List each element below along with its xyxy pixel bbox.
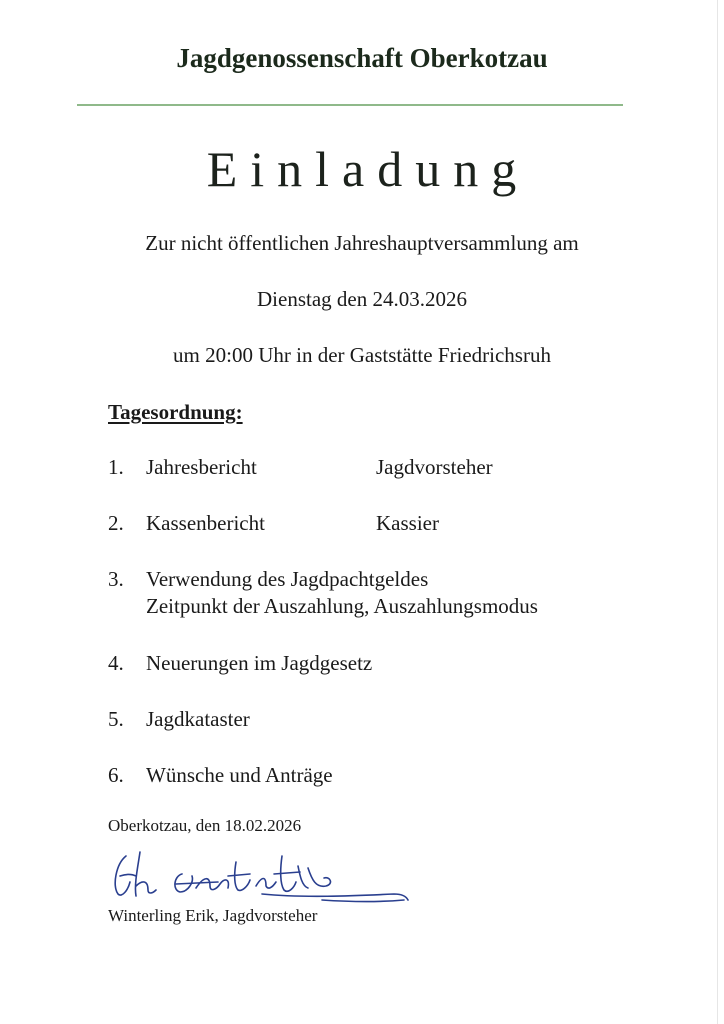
meeting-time-place: um 20:00 Uhr in der Gaststätte Friedrichsruh xyxy=(173,343,551,367)
meeting-date: Dienstag den 24.03.2026 xyxy=(257,287,467,311)
agenda-item-text: Kassenbericht xyxy=(146,511,265,535)
agenda-item-number: 3. xyxy=(108,567,124,591)
agenda-item-number: 1. xyxy=(108,455,124,479)
agenda-item-responsible: Kassier xyxy=(376,511,439,535)
agenda-item-text: Jahresbericht xyxy=(146,455,257,479)
place-and-date: Oberkotzau, den 18.02.2026 xyxy=(108,816,302,835)
signature-icon xyxy=(112,846,412,910)
agenda-item-number: 5. xyxy=(108,707,124,731)
agenda-heading: Tagesordnung: xyxy=(108,400,243,424)
agenda-item-number: 4. xyxy=(108,651,124,675)
organization-name: Jagdgenossenschaft Oberkotzau xyxy=(176,43,548,73)
agenda-item-text: Neuerungen im Jagdgesetz xyxy=(146,651,373,675)
agenda-item-number: 6. xyxy=(108,763,124,787)
header-divider xyxy=(77,104,623,106)
agenda-item-text: Wünsche und Anträge xyxy=(146,763,333,787)
agenda-item-responsible: Jagdvorsteher xyxy=(376,455,493,479)
agenda-item-text: Verwendung des Jagdpachtgeldes xyxy=(146,567,429,591)
signer-name: Winterling Erik, Jagdvorsteher xyxy=(108,906,318,925)
document-title: Einladung xyxy=(206,141,530,197)
agenda-item-number: 2. xyxy=(108,511,124,535)
agenda-item-text-line-2: Zeitpunkt der Auszahlung, Auszahlungsmodus xyxy=(146,594,538,618)
intro-line-1: Zur nicht öffentlichen Jahreshauptversammlung am xyxy=(145,231,579,255)
agenda-item-text: Jagdkataster xyxy=(146,707,250,731)
